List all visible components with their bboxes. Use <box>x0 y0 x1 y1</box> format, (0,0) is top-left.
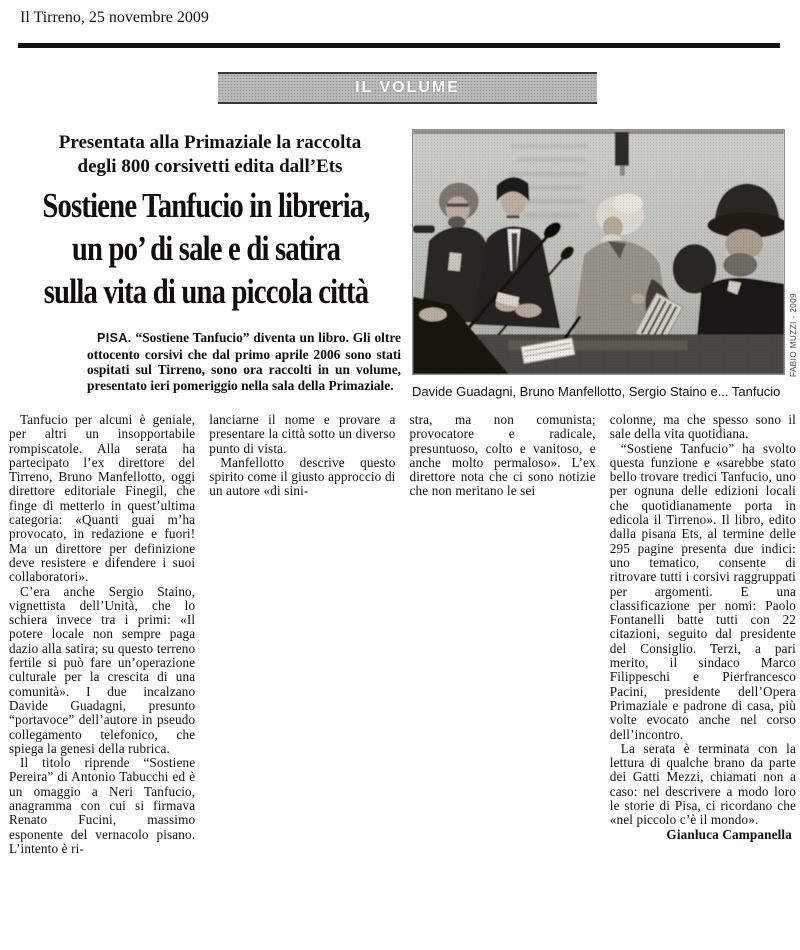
masthead-date: Il Tirreno, 25 novembre 2009 <box>20 9 209 26</box>
article-column-4 <box>610 413 796 856</box>
article-paragraph: “Sostiene Tanfucio” ha svolto questa funzione e «sarebbe stato bello trovare tredici Tanfucio, uno per ognuna delle edizioni locali che quotidianamente porta in edicola il Tirreno». Il libro, edito dalla pisana Ets, al termine delle 295 pagine presenta due indici: uno tematico, consente di ritrovare tutti i corsivi raggruppati per argomenti. E una classificazione per nomi: Paolo Fontanelli batte tutti con 22 citazioni, seguito dal presidente del Consiglio. Terzi, a pari merito, il sindaco Marco Filippeschi e Pierfrancesco Pacini, presidente dell’Opera Primaziale e padrone di casa, più volte evocato anche nel corso dell’incontro. <box>609 440 796 742</box>
article-column-1 <box>9 413 195 856</box>
article-paragraph: Manfellotto descrive questo spirito come il giusto approccio di un autore «di sini- <box>209 454 396 499</box>
standfirst <box>28 131 392 179</box>
photo-illustration <box>413 130 784 374</box>
masthead-rule <box>18 43 780 48</box>
article-column-3 <box>410 413 596 856</box>
article-photo <box>412 129 785 375</box>
article-paragraph: Il titolo riprende “Sostiene Pereira” di Antonio Tabucchi ed è un omaggio a Neri Tanfucio, anagramma con cui si firmava Renato Fucini, massimo esponente del vernacolo pisano. L’intento è ri- <box>9 755 196 856</box>
article-paragraph: La serata è terminata con la lettura di qualche brano da parte dei Gatti Mezzi, chiamati non a caso: nel descrivere a modo loro le storie di Pisa, ci ricordano che «nel piccolo c’è il mondo». <box>609 740 796 828</box>
photo-caption: Davide Guadagni, Bruno Manfellotto, Sergio Staino e... Tanfucio <box>412 384 781 399</box>
article-paragraph: Tanfucio per alcuni è geniale, per altri un insopportabile rompiscatole. Alla serata ha partecipato l’ex direttore del Tirreno, Bruno Manfellotto, oggi direttore editoriale Finegil, che finge di metterlo in quest’ultima categoria: «Quanti guai m’ha provocato, in redazione e fuori! Ma un direttore per definizione deve resistere e difendere i suoi collaboratori». <box>9 412 196 585</box>
lead-text: “Sostiene Tanfucio” diventa un libro. Gli oltre ottocento corsivi che dal primo aprile 2006 sono stati ospitati sul Tirreno, sono ora raccolti in un volume, presentato ieri pomeriggio nella sala della Primaziale. <box>87 330 401 393</box>
lead-dateline: PISA. <box>97 331 132 345</box>
standfirst-line-1: Presentata alla Primaziale la raccolta <box>58 132 362 153</box>
headline <box>0 184 412 313</box>
headline-line-2: un po’ di sale e di satira <box>71 229 341 268</box>
section-banner <box>218 72 597 104</box>
lead-paragraph <box>87 330 401 393</box>
article-column-2 <box>209 413 395 856</box>
headline-line-1: Sostiene Tanfucio in libreria, <box>42 186 370 225</box>
article-byline: Gianluca Campanella <box>666 826 792 842</box>
article-paragraph: stra, ma non comunista; provocatore e radicale, presuntuoso, colto e vanitoso, e anche molto permaloso». L’ex direttore nota che ci sono notizie che non meritano le sei <box>409 412 596 499</box>
headline-line-3: sulla vita di una piccola città <box>43 272 369 311</box>
article-paragraph: C’era anche Sergio Staino, vignettista dell’Unità, che lo schiera invece tra i primi: «Il potere locale non sempre paga dazio alla satira; su questo terreno fertile si può fare un’operazione culturale per la crescita di una comunità». I due incalzano Davide Guadagni, presunto “portavoce” dell’autore in pseudo collegamento telefonico, che spiega la genesi della rubrica. <box>9 583 196 756</box>
photo-credit: FABIO MUZZI - 2009 <box>789 292 798 377</box>
article-paragraph: lanciarne il nome e provare a presentare la città sotto un diverso punto di vista. <box>209 412 396 456</box>
article-paragraph: colonne, ma che spesso sono il sale della vita quotidiana. <box>609 412 796 442</box>
section-banner-label: IL VOLUME <box>355 79 460 96</box>
article-body <box>9 413 796 856</box>
standfirst-line-2: degli 800 corsivetti edita dall’Ets <box>77 156 343 177</box>
